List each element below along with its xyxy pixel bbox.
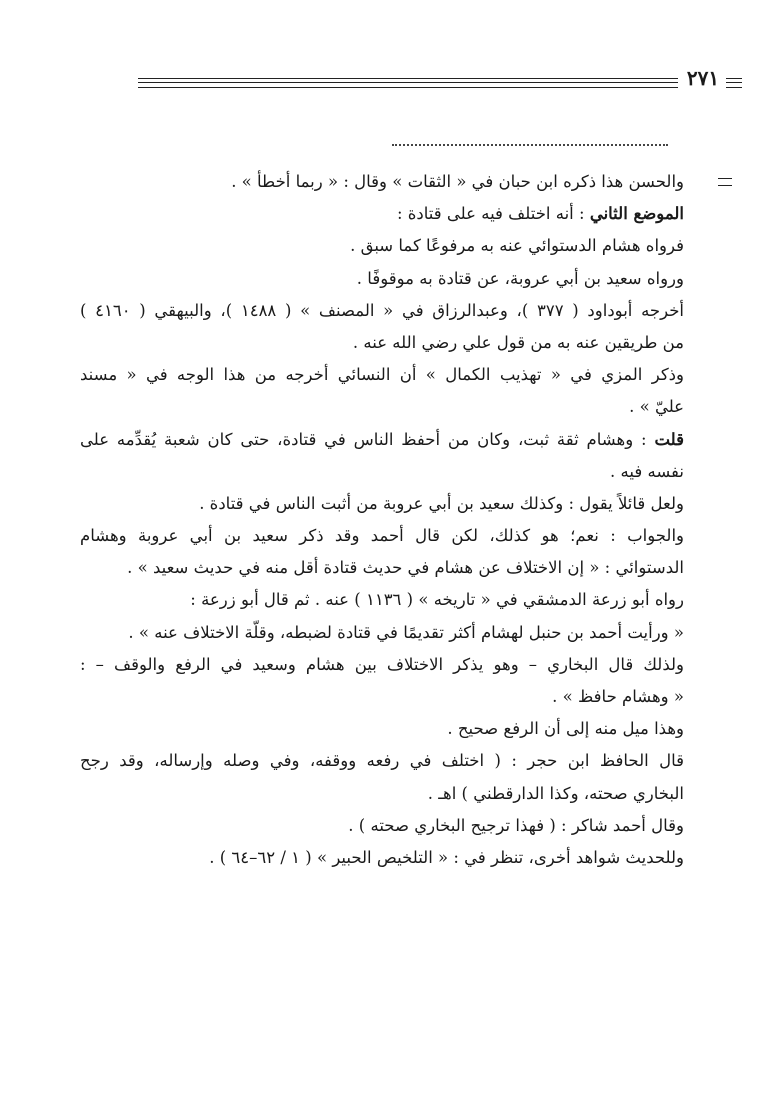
body-text [80, 166, 684, 874]
section-divider [392, 144, 668, 146]
text-line [80, 488, 684, 520]
line-text: « ورأيت أحمد بن حنبل لهشام أكثر تقديمًا في قتادة لضبطه، وقلّة الاختلاف عنه » . [128, 622, 684, 642]
text-line [80, 617, 684, 649]
line-text: قال الحافظ ابن حجر : ( اختلف في رفعه ووقفه، وفي وصله وإرساله، وقد رجح [80, 751, 684, 771]
text-line [80, 456, 684, 488]
text-line [80, 778, 684, 810]
line-text: والجواب : نعم؛ هو كذلك، لكن قال أحمد وقد ذكر سعيد بن أبي عروبة وهشام [80, 526, 684, 546]
text-line [80, 681, 684, 713]
line-text: نفسه فيه . [610, 461, 684, 481]
line-text: : وهشام ثقة ثبت، وكان من أحفظ الناس في قتادة، حتى كان شعبة يُقدِّمه على [80, 429, 655, 449]
text-line [80, 391, 684, 423]
line-text: وهذا ميل منه إلى أن الرفع صحيح . [447, 719, 684, 739]
text-line [80, 649, 684, 681]
text-line [80, 263, 684, 295]
line-text: رواه أبو زرعة الدمشقي في « تاريخه » ( ١١٣٦ ) عنه . ثم قال أبو زرعة : [190, 590, 684, 610]
text-line [80, 230, 684, 262]
line-text: الدستوائي : « إن الاختلاف عن هشام في حديث قتادة أقل منه في حديث سعيد » . [127, 558, 684, 578]
text-line [80, 327, 684, 359]
margin-mark [718, 178, 732, 186]
header-rule-left [138, 78, 678, 88]
line-text: من طريقين عنه به من قول علي رضي الله عنه . [352, 332, 684, 352]
line-text: وقال أحمد شاكر : ( فهذا ترجيح البخاري صحته ) . [348, 815, 684, 835]
text-line [80, 295, 684, 327]
text-line [80, 359, 684, 391]
line-text: البخاري صحته، وكذا الدارقطني ) اهـ . [427, 783, 684, 803]
text-line [80, 745, 684, 777]
text-line [80, 520, 684, 552]
text-line [80, 713, 684, 745]
line-text: والحسن هذا ذكره ابن حبان في « الثقات » وقال : « ربما أخطأ » . [231, 172, 684, 191]
text-line [80, 198, 684, 230]
line-text: ولذلك قال البخاري – وهو يذكر الاختلاف بين هشام وسعيد في الرفع والوقف – : [80, 654, 684, 674]
page-number: ٢٧١ [686, 66, 720, 90]
text-line [80, 584, 684, 616]
line-text: وللحديث شواهد أخرى، تنظر في : « التلخيص الحبير » ( ١ / ٦٢–٦٤ ) . [209, 847, 684, 867]
text-line [80, 552, 684, 584]
line-text: : أنه اختلف فيه على قتادة : [396, 204, 590, 224]
text-line [80, 842, 684, 874]
text-line [80, 810, 684, 842]
text-line [80, 424, 684, 456]
text-line [80, 166, 684, 198]
line-text: أخرجه أبوداود ( ٣٧٧ )، وعبدالرزاق في « المصنف » ( ١٤٨٨ )، والبيهقي ( ٤١٦٠ ) [80, 300, 684, 320]
line-text: عليّ » . [629, 397, 684, 417]
lead-term: الموضع الثاني [589, 204, 684, 224]
lead-term: قلت [654, 429, 684, 449]
header-rule-right [726, 78, 742, 88]
line-text: فرواه هشام الدستوائي عنه به مرفوعًا كما سبق . [350, 236, 684, 256]
line-text: وذكر المزي في « تهذيب الكمال » أن النسائي أخرجه من هذا الوجه في « مسند [80, 365, 684, 385]
line-text: ورواه سعيد بن أبي عروبة، عن قتادة به موقوفًا . [356, 268, 684, 288]
line-text: « وهشام حافظ » . [552, 687, 684, 706]
line-text: ولعل قائلاً يقول : وكذلك سعيد بن أبي عروبة من أثبت الناس في قتادة . [199, 493, 684, 513]
